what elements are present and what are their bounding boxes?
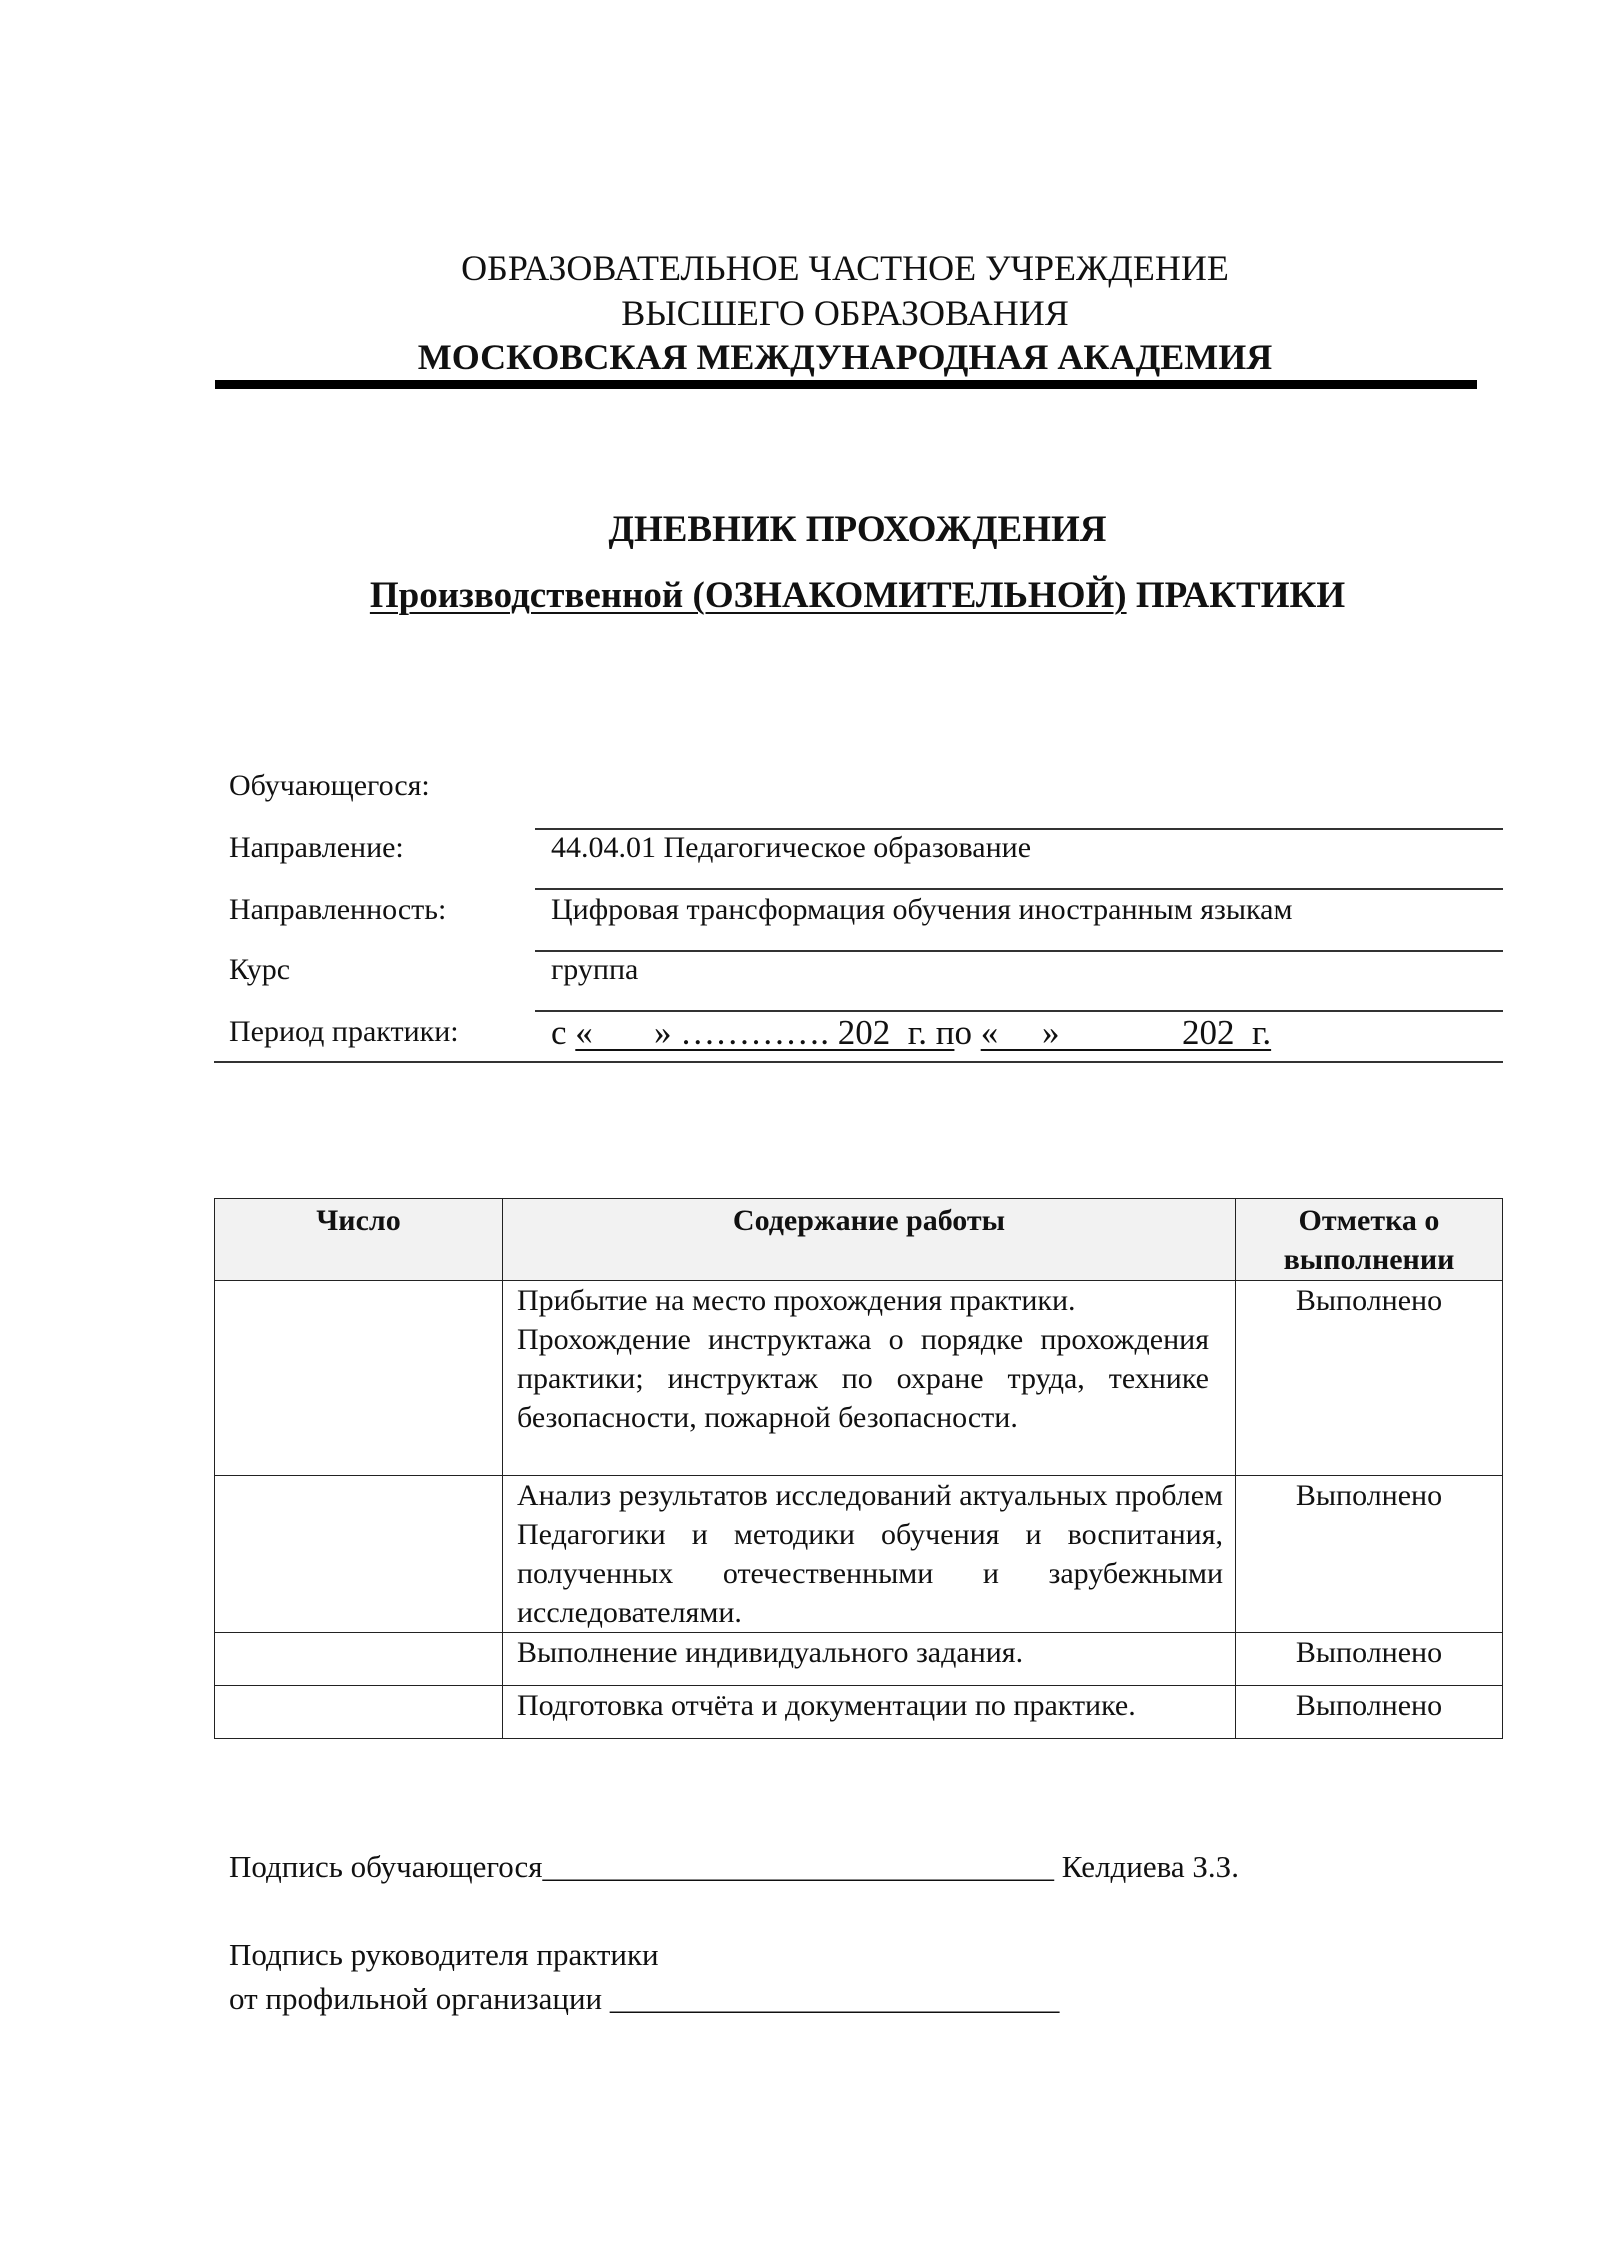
diary-table bbox=[214, 1198, 1503, 1739]
direction-value: 44.04.01 Педагогическое образование bbox=[551, 831, 1032, 864]
row-date-cell bbox=[215, 1281, 503, 1476]
student-label: Обучающегося: bbox=[229, 769, 430, 802]
focus-value: Цифровая трансформация обучения иностранным языкам bbox=[551, 893, 1293, 926]
row-content-cell: Выполнение индивидуального задания. bbox=[503, 1633, 1236, 1686]
row-status-cell: Выполнено bbox=[1236, 1633, 1503, 1686]
row-date-cell bbox=[215, 1686, 503, 1739]
table-row bbox=[215, 1686, 1503, 1739]
course-label: Курс bbox=[229, 953, 291, 986]
table-row bbox=[215, 1281, 1503, 1476]
row-status-cell: Выполнено bbox=[1236, 1476, 1503, 1633]
row-content-first-line: Прибытие на место прохождения практики. bbox=[517, 1284, 1076, 1317]
period-from-prefix: с bbox=[551, 1013, 567, 1052]
course-value: группа bbox=[551, 953, 639, 986]
header-status-line1: Отметка о bbox=[1298, 1204, 1440, 1237]
table-row bbox=[215, 1476, 1503, 1633]
row-content-cell: Анализ результатов исследований актуальных проблем Педагогики и методики обучения и воспитания, полученных отечественными и зарубежными исследователями. bbox=[503, 1476, 1236, 1633]
row-content-cell: Подготовка отчёта и документации по практике. bbox=[503, 1686, 1236, 1739]
document-subtitle bbox=[0, 574, 1600, 617]
institution-level: ВЫСШЕГО ОБРАЗОВАНИЯ bbox=[621, 293, 1069, 333]
header-status bbox=[1236, 1199, 1503, 1281]
row-content-rest: Прохождение инструктажа о порядке прохождения практики; инструктаж по охране труда, технике безопасности, пожарной безопасности. bbox=[517, 1323, 1209, 1434]
header-divider bbox=[215, 380, 1477, 389]
period-field-line bbox=[214, 1061, 1503, 1063]
table-header-row bbox=[215, 1199, 1503, 1281]
institution-name: МОСКОВСКАЯ МЕЖДУНАРОДНАЯ АКАДЕМИЯ bbox=[417, 337, 1273, 377]
header-content: Содержание работы bbox=[503, 1199, 1236, 1281]
period-value bbox=[551, 1012, 1271, 1054]
focus-field-line bbox=[535, 950, 1503, 952]
table-row bbox=[215, 1633, 1503, 1686]
row-status-cell: Выполнено bbox=[1236, 1281, 1503, 1476]
period-from-date: « » …………. 202 г. п bbox=[575, 1013, 955, 1052]
focus-label: Направленность: bbox=[229, 893, 447, 926]
practice-type: Производственной (ОЗНАКОМИТЕЛЬНОЙ) bbox=[369, 575, 1127, 616]
period-to-date: « » 202 г. bbox=[980, 1013, 1272, 1052]
document-title: ДНЕВНИК ПРОХОЖДЕНИЯ bbox=[608, 509, 1107, 550]
supervisor-signature-line: от профильной организации _____________________________ bbox=[229, 1981, 1060, 2016]
supervisor-signature-label: Подпись руководителя практики bbox=[229, 1937, 659, 1972]
institution-type: ОБРАЗОВАТЕЛЬНОЕ ЧАСТНОЕ УЧРЕЖДЕНИЕ bbox=[461, 248, 1229, 288]
direction-label: Направление: bbox=[229, 831, 404, 864]
row-content-cell bbox=[503, 1281, 1236, 1476]
row-date-cell bbox=[215, 1633, 503, 1686]
period-label: Период практики: bbox=[229, 1015, 459, 1048]
row-date-cell bbox=[215, 1476, 503, 1633]
student-signature: Подпись обучающегося_________________________________ Келдиева З.З. bbox=[229, 1849, 1239, 1884]
direction-field-line bbox=[535, 888, 1503, 890]
row-status-cell: Выполнено bbox=[1236, 1686, 1503, 1739]
practice-word: ПРАКТИКИ bbox=[1135, 575, 1346, 616]
period-to-prefix: о bbox=[954, 1013, 972, 1052]
header-status-line2: выполнении bbox=[1283, 1243, 1455, 1276]
header-date: Число bbox=[215, 1199, 503, 1281]
